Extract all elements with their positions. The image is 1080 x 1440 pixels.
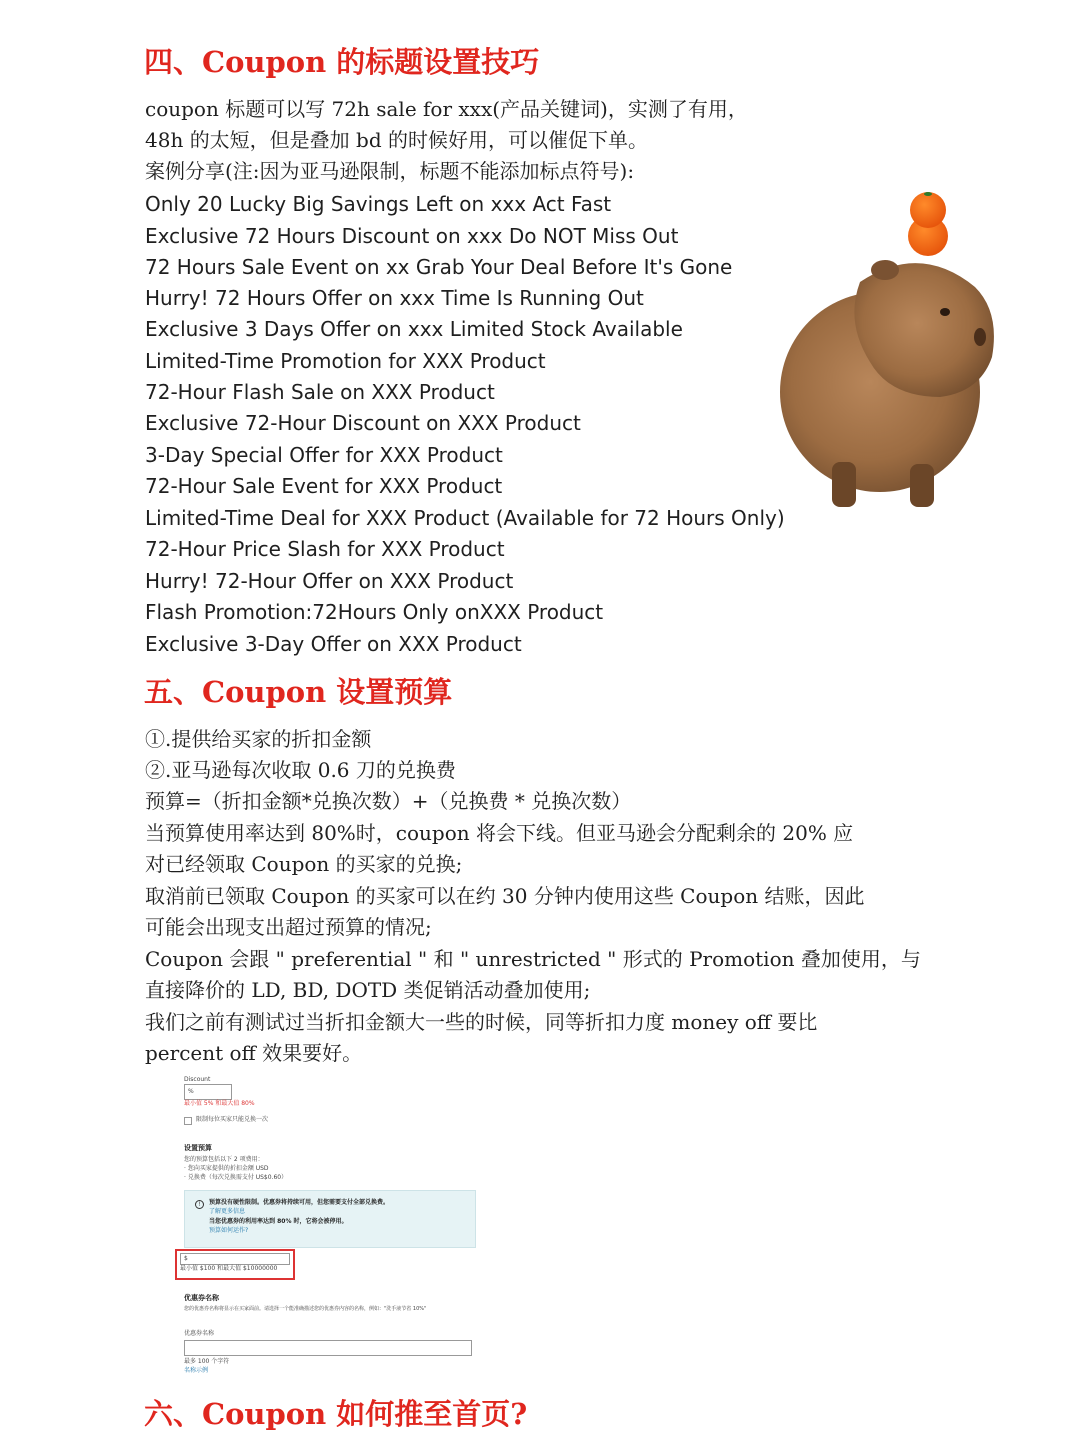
budget-info-box [184,1190,476,1248]
coupon-name-title: 优惠券名称 [184,1294,219,1302]
example-title-8: Exclusive 72-Hour Discount on XXX Product [145,411,581,435]
discount-hint: 最小值 5% 和最大值 80% [184,1100,255,1107]
capybara-illustration [770,192,1000,512]
budget-input[interactable] [180,1253,290,1265]
budget-hint: 最小值 $100 和最大值 $10000000 [180,1265,278,1272]
example-title-11: Limited-Time Deal for XXX Product (Available for 72 Hours Only) [145,506,785,530]
currency-symbol: $ [184,1255,188,1262]
section-6-title: 六、Coupon 如何推至首页? [144,1397,528,1431]
info-budget-link[interactable]: 预算如何运作? [209,1227,249,1234]
section-4-title: 四、Coupon 的标题设置技巧 [144,45,540,79]
limit-checkbox-label: 限制每位买家只能兑换一次 [196,1116,269,1123]
example-title-3: 72 Hours Sale Event on xx Grab Your Deal Before It's Gone [145,255,733,279]
budget-line-7: 可能会出现支出超过预算的情况; [145,915,432,939]
example-title-4: Hurry! 72 Hours Offer on xxx Time Is Running Out [145,286,644,310]
example-title-15: Exclusive 3-Day Offer on XXX Product [145,632,522,656]
limit-checkbox[interactable] [184,1117,192,1125]
example-title-7: 72-Hour Flash Sale on XXX Product [145,380,495,404]
example-title-6: Limited-Time Promotion for XXX Product [145,349,546,373]
example-title-10: 72-Hour Sale Event for XXX Product [145,474,503,498]
intro-line-1: coupon 标题可以写 72h sale for xxx(产品关键词)，实测了有用， [145,97,748,121]
info-learn-more[interactable]: 了解更多信息 [209,1208,246,1215]
intro-line-3: 案例分享(注:因为亚马逊限制，标题不能添加标点符号): [145,159,635,183]
example-title-2: Exclusive 72 Hours Discount on xxx Do NOT Miss Out [145,224,679,248]
budget-desc-1: 您的预算包括以下 2 项费用： [184,1156,264,1163]
intro-line-2: 48h 的太短，但是叠加 bd 的时候好用，可以催促下单。 [145,128,649,152]
coupon-name-sub[interactable]: 名称示例 [184,1367,209,1374]
budget-desc-2: · 您向买家提供的折扣金额 USD [184,1165,269,1172]
budget-line-11: percent off 效果要好。 [145,1041,363,1065]
budget-title: 设置预算 [184,1144,212,1152]
example-title-14: Flash Promotion:72Hours Only onXXX Product [145,600,604,624]
example-title-12: 72-Hour Price Slash for XXX Product [145,537,505,561]
budget-line-6: 取消前已领取 Coupon 的买家可以在约 30 分钟内使用这些 Coupon 结账，因此 [145,884,865,908]
budget-line-4: 当预算使用率达到 80%时，coupon 将会下线。但亚马逊会分配剩余的 20% 应 [145,821,854,845]
budget-line-8: Coupon 会跟 " preferential " 和 " unrestricted " 形式的 Promotion 叠加使用，与 [145,947,921,971]
discount-label: Discount [184,1076,211,1083]
info-icon: ! [195,1200,204,1209]
budget-desc-3: · 兑换费（每次兑换需支付 US$0.60） [184,1174,288,1181]
budget-line-1: ①.提供给买家的折扣金额 [145,727,372,751]
budget-line-2: ②.亚马逊每次收取 0.6 刀的兑换费 [145,758,456,782]
budget-formula: 预算=（折扣金额*兑换次数）+（兑换费 * 兑换次数） [145,789,632,813]
coupon-name-counter: 最多 100 个字符 [184,1358,230,1365]
budget-line-9: 直接降价的 LD, BD, DOTD 类促销活动叠加使用; [145,978,591,1002]
budget-line-10: 我们之前有测试过当折扣金额大一些的时候，同等折扣力度 money off 要比 [145,1010,818,1034]
coupon-name-desc: 您的优惠券名称将显示在买家面前。请选择一个能准确描述您的优惠券内容的名称，例如："洗手液节省 10%" [184,1306,427,1312]
discount-input[interactable] [184,1084,232,1100]
section-5-title: 五、Coupon 设置预算 [144,675,453,709]
example-title-1: Only 20 Lucky Big Savings Left on xxx Act Fast [145,192,612,216]
info-line-1: 预算没有硬性限制。优惠券将持续可用，但您需要支付全部兑换费。 [209,1199,390,1206]
coupon-name-label: 优惠券名称 [184,1330,215,1337]
coupon-form-screenshot [172,1072,482,1382]
example-title-9: 3-Day Special Offer for XXX Product [145,443,503,467]
budget-line-5: 对已经领取 Coupon 的买家的兑换; [145,852,463,876]
example-title-5: Exclusive 3 Days Offer on xxx Limited Stock Available [145,317,683,341]
percent-symbol: % [188,1088,194,1095]
coupon-name-input[interactable] [184,1340,472,1356]
example-title-13: Hurry! 72-Hour Offer on XXX Product [145,569,514,593]
info-line-3: 当您优惠券的利用率达到 80% 时，它将会被停用。 [209,1218,348,1225]
